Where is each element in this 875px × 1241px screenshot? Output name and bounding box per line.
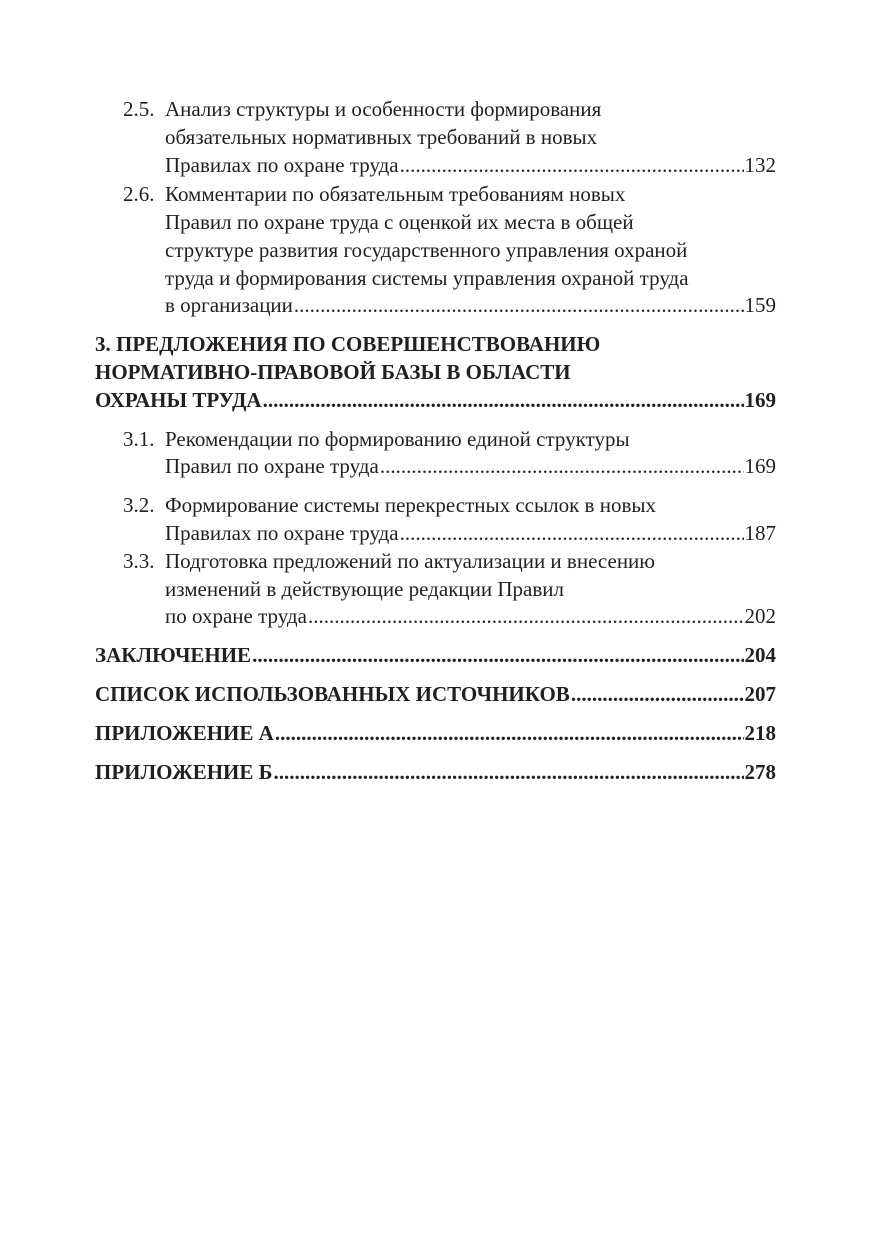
toc-entry-title-line: Рекомендации по формированию единой структуры	[165, 427, 630, 451]
dot-leader	[252, 641, 743, 669]
toc-leader-line	[95, 719, 776, 747]
toc-entry-title-line: в организации	[165, 293, 293, 317]
page-number: 204	[744, 643, 776, 667]
dot-leader	[571, 680, 744, 708]
toc-entry-title-line: труда и формирования системы управления охраной труда	[165, 266, 689, 290]
toc-entry-title-line: Комментарии по обязательным требованиям новых	[165, 182, 626, 206]
toc-entry-title-line: по охране труда	[165, 604, 307, 628]
toc-entry-title-line: обязательных нормативных требований в новых	[165, 125, 598, 149]
toc-entry-title-line: Правилах по охране труда	[165, 153, 399, 177]
toc-entry-number: 3.2.	[123, 493, 155, 517]
toc-entry-number: 2.6.	[123, 182, 155, 206]
page-number: 132	[744, 153, 776, 177]
toc-leader-line	[165, 291, 776, 319]
toc-entry-title-line: изменений в действующие редакции Правил	[165, 577, 564, 601]
toc-entry-title-line: Анализ структуры и особенности формирования	[165, 97, 602, 121]
dot-leader	[275, 719, 744, 747]
toc-leader-line	[165, 519, 776, 547]
dot-leader	[294, 291, 744, 319]
page-number: 169	[744, 454, 776, 478]
dot-leader	[380, 452, 744, 480]
toc-chapter-title-line: 3. ПРЕДЛОЖЕНИЯ ПО СОВЕРШЕНСТВОВАНИЮ	[95, 332, 601, 356]
toc-leader-line	[165, 602, 776, 630]
dot-leader	[274, 758, 744, 786]
toc-section-title: СПИСОК ИСПОЛЬЗОВАННЫХ ИСТОЧНИКОВ	[95, 682, 570, 706]
page-number: 278	[744, 760, 776, 784]
toc-leader-line	[95, 758, 776, 786]
toc-leader-line	[165, 151, 776, 179]
toc-leader-line	[95, 386, 776, 414]
toc-entry-title-line: структуре развития государственного управления охраной	[165, 238, 688, 262]
toc-entry-title-line: Правил по охране труда	[165, 454, 379, 478]
dot-leader	[263, 386, 744, 414]
toc-entry-number: 2.5.	[123, 97, 155, 121]
dot-leader	[308, 602, 744, 630]
toc-section-title: ПРИЛОЖЕНИЕ Б	[95, 760, 273, 784]
page-number: 169	[744, 388, 776, 412]
toc-chapter-title-line: ОХРАНЫ ТРУДА	[95, 388, 262, 412]
toc-section-title: ЗАКЛЮЧЕНИЕ	[95, 643, 252, 667]
dot-leader	[400, 151, 744, 179]
page-number: 187	[744, 521, 776, 545]
toc-entry-title-line: Подготовка предложений по актуализации и внесению	[165, 549, 655, 573]
dot-leader	[400, 519, 744, 547]
toc-entry-title-line: Формирование системы перекрестных ссылок в новых	[165, 493, 656, 517]
toc-leader-line	[165, 452, 776, 480]
toc-section-title: ПРИЛОЖЕНИЕ А	[95, 721, 274, 745]
toc-entry-title-line: Правил по охране труда с оценкой их места в общей	[165, 210, 634, 234]
toc-leader-line	[95, 680, 776, 708]
page-number: 202	[744, 604, 776, 628]
toc-entry-title-line: Правилах по охране труда	[165, 521, 399, 545]
page-number: 218	[744, 721, 776, 745]
page-number: 159	[744, 293, 776, 317]
toc-entry-number: 3.3.	[123, 549, 155, 573]
toc-entry-number: 3.1.	[123, 427, 155, 451]
toc-chapter-title-line: НОРМАТИВНО-ПРАВОВОЙ БАЗЫ В ОБЛАСТИ	[95, 360, 571, 384]
page-number: 207	[744, 682, 776, 706]
toc-leader-line	[95, 641, 776, 669]
